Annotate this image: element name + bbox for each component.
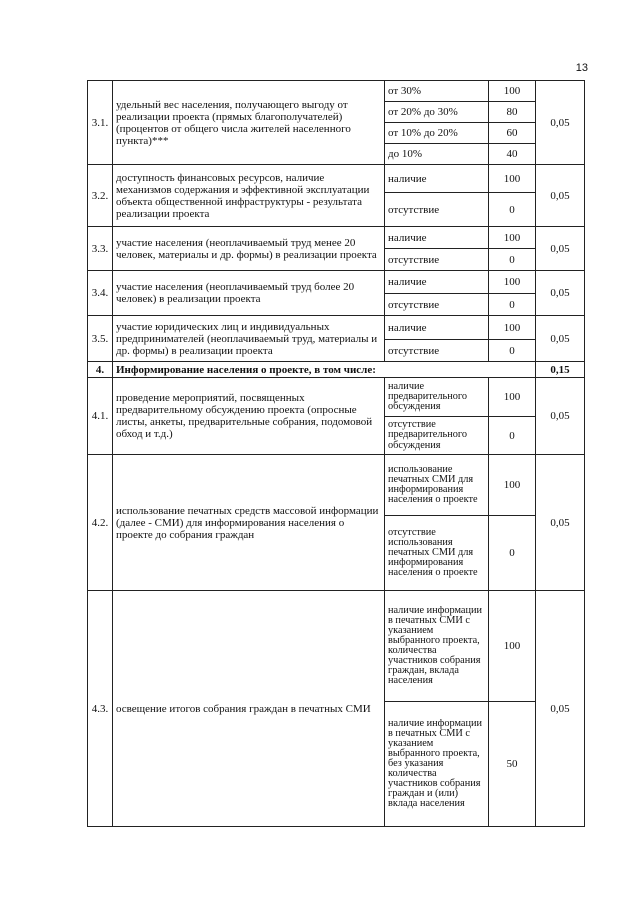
- table-row: [88, 165, 585, 193]
- row-number: 3.3.: [88, 227, 113, 271]
- option-points: 60: [489, 123, 536, 144]
- criterion-weight: 0,05: [536, 591, 585, 827]
- row-number: 3.5.: [88, 316, 113, 362]
- option-label: отсутствие предварительного обсуждения: [385, 417, 489, 455]
- criterion-weight: 0,05: [536, 455, 585, 591]
- option-points: 40: [489, 144, 536, 165]
- option-points: 0: [489, 193, 536, 227]
- option-points: 100: [489, 271, 536, 294]
- option-label: наличие предварительного обсуждения: [385, 378, 489, 417]
- option-points: 50: [489, 702, 536, 827]
- row-number: 4.2.: [88, 455, 113, 591]
- option-points: 80: [489, 102, 536, 123]
- option-label: использование печатных СМИ для информирования населения о проекте: [385, 455, 489, 516]
- criterion-weight: 0,05: [536, 316, 585, 362]
- table-row: [88, 378, 585, 417]
- criterion-weight: 0,05: [536, 227, 585, 271]
- criterion-description: участие юридических лиц и индивидуальных предпринимателей (неоплачиваемый труд, материалы и др. формы) в реализации проекта: [113, 316, 385, 362]
- row-number: 3.4.: [88, 271, 113, 316]
- table-row: [88, 227, 585, 249]
- row-number: 4.3.: [88, 591, 113, 827]
- option-label: наличие информации в печатных СМИ с указанием выбранного проекта, количества участников собрания граждан, вклада населения: [385, 591, 489, 702]
- option-label: наличие информации в печатных СМИ с указанием выбранного проекта, без указания количества участников собрания граждан и (или) вклада населения: [385, 702, 489, 827]
- option-points: 0: [489, 516, 536, 591]
- option-points: 0: [489, 249, 536, 271]
- option-points: 0: [489, 294, 536, 316]
- table-row: [88, 591, 585, 702]
- option-label: наличие: [385, 165, 489, 193]
- table-row: [88, 316, 585, 340]
- option-label: от 30%: [385, 81, 489, 102]
- table-row: [88, 455, 585, 516]
- option-label: от 10% до 20%: [385, 123, 489, 144]
- option-points: 100: [489, 227, 536, 249]
- criterion-description: доступность финансовых ресурсов, наличие механизмов содержания и эффективной эксплуатации объекта общественной инфраструктуры - результата реализации проекта: [113, 165, 385, 227]
- criterion-weight: 0,05: [536, 81, 585, 165]
- criterion-description: участие населения (неоплачиваемый труд более 20 человек) в реализации проекта: [113, 271, 385, 316]
- criterion-description: использование печатных средств массовой информации (далее - СМИ) для информирования населения о проекте до собрания граждан: [113, 455, 385, 591]
- criterion-weight: 0,05: [536, 165, 585, 227]
- option-label: отсутствие использования печатных СМИ для информирования населения о проекте: [385, 516, 489, 591]
- option-points: 0: [489, 340, 536, 362]
- option-label: отсутствие: [385, 294, 489, 316]
- section-weight: 0,15: [536, 362, 585, 378]
- option-points: 100: [489, 81, 536, 102]
- section-number: 4.: [88, 362, 113, 378]
- option-points: 100: [489, 165, 536, 193]
- criterion-description: проведение мероприятий, посвященных предварительному обсуждению проекта (опросные листы, анкеты, предварительные собрания, подомовой обход и т.д.): [113, 378, 385, 455]
- option-label: отсутствие: [385, 249, 489, 271]
- option-points: 0: [489, 417, 536, 455]
- option-label: до 10%: [385, 144, 489, 165]
- option-points: 100: [489, 316, 536, 340]
- option-points: 100: [489, 378, 536, 417]
- criterion-description: удельный вес населения, получающего выгоду от реализации проекта (прямых благополучателей) (процентов от общего числа жителей населенного пункта)***: [113, 81, 385, 165]
- criterion-description: освещение итогов собрания граждан в печатных СМИ: [113, 591, 385, 827]
- option-label: отсутствие: [385, 193, 489, 227]
- criterion-weight: 0,05: [536, 378, 585, 455]
- row-number: 4.1.: [88, 378, 113, 455]
- option-points: 100: [489, 591, 536, 702]
- criteria-table: [87, 80, 585, 827]
- option-label: отсутствие: [385, 340, 489, 362]
- option-label: наличие: [385, 316, 489, 340]
- page-number: 13: [575, 62, 588, 74]
- option-points: 100: [489, 455, 536, 516]
- section-row: [88, 362, 585, 378]
- row-number: 3.1.: [88, 81, 113, 165]
- criterion-weight: 0,05: [536, 271, 585, 316]
- option-label: наличие: [385, 271, 489, 294]
- row-number: 3.2.: [88, 165, 113, 227]
- criterion-description: участие населения (неоплачиваемый труд менее 20 человек, материалы и др. формы) в реализации проекта: [113, 227, 385, 271]
- section-title: Информирование населения о проекте, в том числе:: [113, 362, 536, 378]
- table-row: [88, 271, 585, 294]
- option-label: от 20% до 30%: [385, 102, 489, 123]
- table-row: [88, 81, 585, 102]
- option-label: наличие: [385, 227, 489, 249]
